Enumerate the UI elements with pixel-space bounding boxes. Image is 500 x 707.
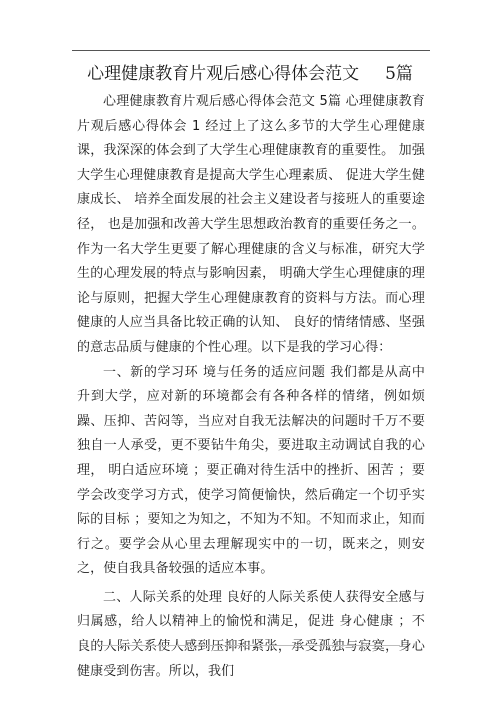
bottom-rule bbox=[100, 645, 400, 646]
title-text: 心理健康教育片观后感心得体会范文 bbox=[87, 64, 360, 84]
paragraph-relationships: 二、人际关系的处理 良好的人际关系使人获得安全感与归属感，给人以精神上的愉悦和满足，促进 身心健康 ；不良的人际关系使人感到压抑和紧张，承受孤独与寂寞，身心健康受到伤害。所以，我们 bbox=[77, 589, 425, 679]
paragraph-intro: 心理健康教育片观后感心得体会范文 5篇 心理健康教育片观后感心得体会 1 经过上了这么多节的大学生心理健康课，我深深的体会到了大学生心理健康教育的重要性。 加强大学生心理健康教育是提高大学生心理素质、 促进大学生健康成长、 培养全面发展的社会主义建设者与接班人的重要途径， 也是加强和改善大学生思想政治教育的重要任务之一。作为一名大学生更要了解心理健康的含义与标准，研究大学生的心理发展的特点与影响因素， 明确大学生心理健康的理论与原则，把握大学生心理健康教育的资料与方法。而心理健康的人应当具备比较正确的认知、 良好的情绪情感、坚强的意志品质与健康的个性心理。以下是我的学习心得： bbox=[77, 94, 425, 355]
paragraph-adaptation: 一、新的学习环 境与任务的适应问题 我们都是从高中升到大学，应对新的环境都会有各种各样的情绪，例如烦躁、压抑、苦闷等，当应对自我无法解决的问题时千万不要独自一人承受，更不要钻牛角尖，要进取主动调试自我的心理， 明白适应环境 ；要正确对待生活中的挫折、困苦 ；要学会改变学习方式，使学习简便愉快，然后确定一个切乎实际的目标 ；要知之为知之，不知为不知。不知而求止，知而行之。要学会从心里去理解现实中的一切，既来之，则安之，使自我具备较强的适应本事。 bbox=[77, 364, 425, 577]
document-title bbox=[0, 62, 500, 86]
top-rule bbox=[72, 50, 430, 51]
title-number: 5篇 bbox=[385, 64, 413, 84]
document-body bbox=[77, 90, 425, 684]
